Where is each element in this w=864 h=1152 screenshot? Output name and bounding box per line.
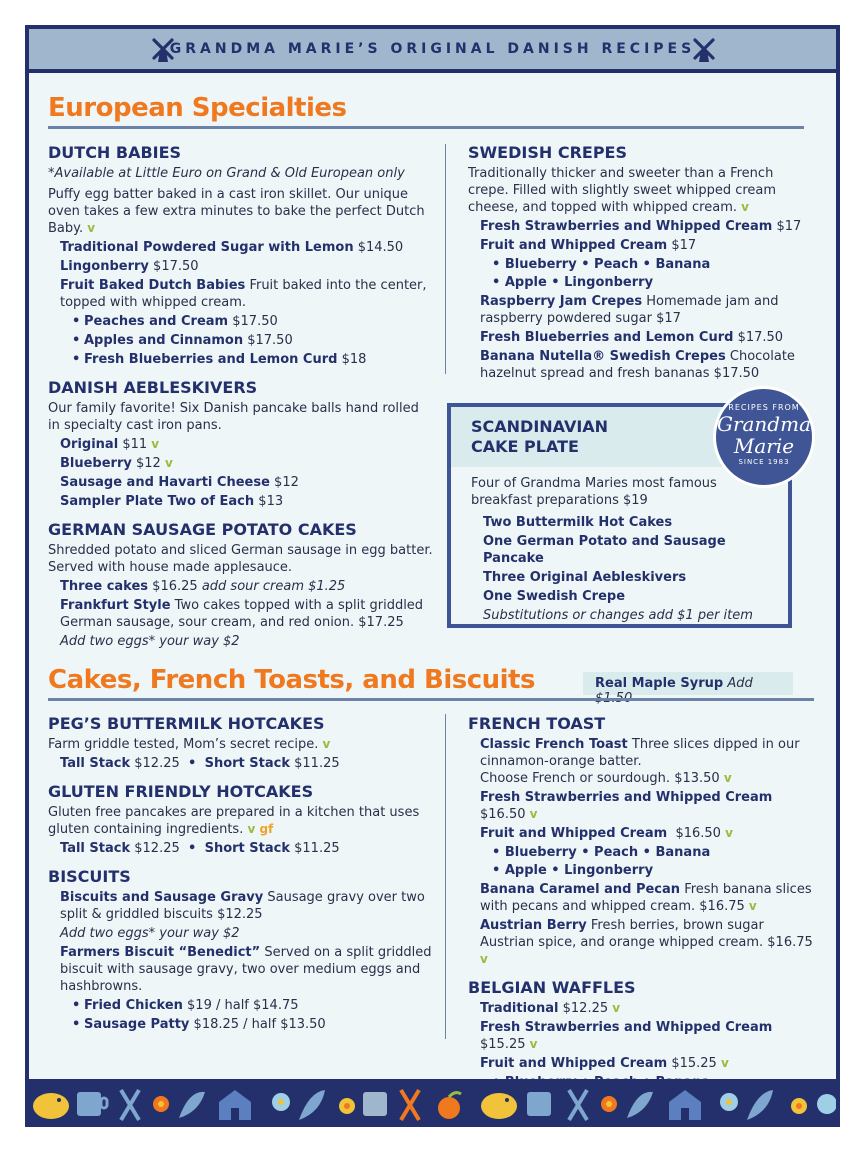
swedish-crepes-desc: [468, 165, 813, 216]
dutch-babies-desc: [48, 186, 433, 237]
desc-text: Puffy egg batter baked in a cast iron skillet. Our unique oven takes a few extra minutes to bake the perfect Dutch Baby.: [48, 187, 425, 236]
substitution-note: Substitutions or changes add $1 per item: [483, 608, 753, 623]
sub-item: [72, 351, 433, 368]
menu-item: [480, 917, 813, 968]
menu-item: [480, 237, 813, 254]
menu-item: [480, 881, 813, 915]
item-price: $17: [776, 219, 802, 234]
menu-item: [480, 293, 813, 327]
belgian-waffles-title: BELGIAN WAFFLES: [468, 978, 636, 997]
menu-item: [60, 755, 433, 772]
orange-icon: [438, 1093, 461, 1119]
fruit-options: • Apple • Lingonberry: [492, 863, 654, 878]
item-desc: Served on a split griddled biscuit with sausage gravy, two over medium eggs and hashbrowns.: [60, 945, 432, 994]
item-price: $12: [136, 456, 161, 471]
vegetarian-mark: v: [720, 1056, 729, 1070]
item-desc: Fresh berries, brown sugar Austrian spice, and orange whipped cream. $16.75: [480, 918, 813, 950]
section-title-cakes: Cakes, French Toasts, and Biscuits: [48, 665, 535, 695]
menu-item: [480, 789, 813, 823]
item-price: $19 / half $14.75: [187, 998, 299, 1013]
menu-item: [60, 277, 433, 311]
utensils-icon: [569, 1090, 587, 1120]
item-name: Fruit Baked Dutch Babies: [60, 278, 246, 293]
flower-icon: [791, 1098, 807, 1114]
top-banner: [29, 29, 836, 73]
item-price: $11.25: [294, 841, 340, 856]
item-price: $14.50: [357, 240, 404, 255]
decorative-footer: [29, 1079, 836, 1123]
item-desc: Chocolate hazelnut spread and fresh bananas $17.50: [480, 349, 795, 381]
item-name: Lingonberry: [60, 259, 149, 274]
item-price: $11: [122, 437, 148, 452]
french-toast-title: FRENCH TOAST: [468, 714, 606, 733]
gluten-hotcakes-title: GLUTEN FRIENDLY HOTCAKES: [48, 782, 314, 801]
menu-item: [480, 1055, 813, 1072]
eggs-addon: Add two eggs* your way $2: [60, 926, 240, 941]
bullet: •: [72, 314, 81, 329]
gluten-hotcakes-desc: [48, 804, 433, 838]
fruit-options: • Apple • Lingonberry: [492, 275, 654, 290]
item-desc: Fruit baked into the center, topped with whipped cream.: [60, 278, 427, 310]
vegetarian-mark: v: [87, 221, 96, 235]
item-name: Sausage and Havarti Cheese: [60, 475, 270, 490]
bird-icon: [817, 1094, 836, 1114]
item-price: $17.50: [153, 259, 199, 274]
plate-item: Two Buttermilk Hot Cakes: [483, 515, 673, 530]
menu-item: [60, 889, 433, 923]
item-name: Apples and Cinnamon: [84, 333, 244, 348]
item-name: Banana Caramel and Pecan: [480, 882, 681, 897]
section-divider: [48, 698, 814, 701]
item-name: Traditional Powdered Sugar with Lemon: [60, 240, 354, 255]
dutch-babies-note: *Available at Little Euro on Grand & Old European only: [48, 166, 405, 181]
title-line: SCANDINAVIAN: [471, 417, 609, 436]
vegetarian-mark: v: [741, 200, 749, 214]
german-cakes-desc: Shredded potato and sliced German sausage in egg batter. Served with house made applesauce.: [48, 543, 433, 575]
vegetarian-mark: v: [247, 822, 256, 836]
leaf-icon: [299, 1090, 325, 1120]
desc-text: Farm griddle tested, Mom’s secret recipe.: [48, 737, 319, 752]
vegetarian-mark: v: [725, 826, 733, 840]
badge-top-text: RECIPES FROM: [728, 403, 800, 412]
menu-item: [480, 736, 813, 787]
bird-icon: [481, 1093, 517, 1119]
item-name: Blueberry: [60, 456, 132, 471]
utensils-icon: [401, 1090, 419, 1120]
house-icon: [669, 1090, 701, 1120]
item-price: $17.50: [232, 314, 278, 329]
item-desc: Three slices dipped in our cinnamon-orange batter.: [480, 737, 800, 769]
european-right-column: [468, 143, 813, 384]
german-cakes-title: GERMAN SAUSAGE POTATO CAKES: [48, 520, 357, 539]
item-price: $16.50: [480, 807, 526, 822]
item-price: $16.50: [675, 826, 721, 841]
item-desc: Homemade jam and raspberry powdered sugar $17: [480, 294, 779, 326]
item-name: Fruit and Whipped Cream: [480, 826, 668, 841]
cakes-right-column: [468, 714, 813, 1110]
item-name: Tall Stack: [60, 756, 131, 771]
desc-text: Traditionally thicker and sweeter than a French crepe. Filled with slightly sweet whipped cream cheese, and topped with whipped cream.: [468, 166, 777, 215]
item-price: $13: [258, 494, 284, 509]
flower-icon: [272, 1093, 290, 1111]
leaf-icon: [627, 1092, 653, 1118]
badge-name: Grandma: [716, 412, 812, 436]
folk-pattern: [29, 1082, 836, 1123]
item-name: Frankfurt Style: [60, 598, 171, 613]
item-price: $17: [671, 238, 697, 253]
section-divider: [48, 126, 804, 129]
item-price: $12.25: [134, 841, 180, 856]
item-name: Sausage Patty: [84, 1017, 190, 1032]
flower-icon: [153, 1096, 169, 1112]
gluten-free-mark: gf: [259, 822, 274, 836]
cakes-left-column: [48, 714, 433, 1035]
title-line: CAKE PLATE: [471, 437, 579, 456]
bullet: •: [72, 998, 81, 1013]
plate-item: One Swedish Crepe: [483, 589, 626, 604]
sub-item: [72, 1016, 433, 1033]
menu-item: [480, 1000, 813, 1017]
flower-icon: [720, 1093, 738, 1111]
menu-item: [480, 825, 813, 842]
item-name: Classic French Toast: [480, 737, 628, 752]
plate-item: Three Original Aebleskivers: [483, 570, 687, 585]
item-name: Fresh Blueberries and Lemon Curd: [480, 330, 734, 345]
item-desc: Sausage gravy over two split & griddled biscuits $12.25: [60, 890, 425, 922]
leaf-icon: [179, 1092, 205, 1118]
item-price: $12: [274, 475, 299, 490]
item-name: Farmers Biscuit “Benedict”: [60, 945, 261, 960]
grandma-marie-badge: [713, 386, 815, 488]
menu-item: [60, 436, 433, 453]
item-name: Fresh Strawberries and Whipped Cream: [480, 790, 773, 805]
item-name: Short Stack: [204, 756, 290, 771]
vegetarian-mark: v: [529, 807, 538, 821]
bullet: •: [72, 1017, 81, 1032]
menu-item: [60, 258, 433, 275]
menu-item: [60, 474, 433, 491]
item-name: Tall Stack: [60, 841, 131, 856]
syrup-price: Add: [727, 676, 753, 691]
flower-icon: [601, 1096, 617, 1112]
item-desc: Fresh banana slices with pecans and whipped cream. $16.75: [480, 882, 812, 914]
scandinavian-desc: Four of Grandma Maries most famous breakfast preparations $19: [471, 476, 717, 508]
item-price: $17.50: [737, 330, 784, 345]
dutch-babies-title: DUTCH BABIES: [48, 143, 182, 162]
item-name: Fruit and Whipped Cream: [480, 238, 668, 253]
banner-title: GRANDMA MARIE’S ORIGINAL DANISH RECIPES: [169, 41, 696, 57]
item-price: $11.25: [294, 756, 340, 771]
bird-icon: [33, 1093, 69, 1119]
european-left-column: [48, 143, 433, 652]
vegetarian-mark: v: [322, 737, 331, 751]
fruit-options: • Blueberry • Peach • Banana: [492, 257, 711, 272]
menu-page: [25, 25, 840, 1127]
separator: •: [188, 841, 197, 856]
item-name: Raspberry Jam Crepes: [480, 294, 643, 309]
vegetarian-mark: v: [529, 1037, 538, 1051]
item-price: $15.25: [671, 1056, 717, 1071]
item-price: $18.25 / half $13.50: [193, 1017, 326, 1032]
aebleskivers-desc: Our family favorite! Six Danish pancake balls hand rolled in specialty cast iron pans.: [48, 401, 419, 433]
plate-item: One German Potato and Sausage Pancake: [483, 534, 726, 566]
item-name: Biscuits and Sausage Gravy: [60, 890, 264, 905]
menu-item: [60, 455, 433, 472]
vegetarian-mark: v: [612, 1001, 621, 1015]
badge-name: Marie: [733, 434, 795, 458]
bullet: •: [72, 333, 81, 348]
pegs-hotcakes-desc: [48, 736, 433, 753]
menu-item: [480, 218, 813, 235]
item-name: Three cakes: [60, 579, 149, 594]
menu-item: [60, 597, 433, 631]
utensils-icon: [121, 1090, 139, 1120]
item-name: Fried Chicken: [84, 998, 183, 1013]
item-price: $12.25: [134, 756, 180, 771]
mug-icon: [527, 1092, 551, 1116]
flower-icon: [339, 1098, 355, 1114]
item-price: $17.50: [247, 333, 293, 348]
item-name: Banana Nutella® Swedish Crepes: [480, 349, 726, 364]
item-name: Austrian Berry: [480, 918, 587, 933]
item-price: $18: [341, 352, 367, 367]
fruit-options: • Blueberry • Peach • Banana: [492, 845, 711, 860]
sub-item: [72, 997, 433, 1014]
item-name: Short Stack: [204, 841, 290, 856]
house-icon: [219, 1090, 251, 1120]
menu-item: [480, 1019, 813, 1053]
menu-item: [60, 493, 433, 510]
mug-icon: [363, 1092, 387, 1116]
item-addon: add sour cream $1.25: [201, 579, 346, 594]
column-divider: [445, 714, 446, 1039]
maple-syrup-addon: [583, 672, 793, 695]
mug-icon: [77, 1092, 107, 1116]
menu-item: [480, 348, 813, 382]
sub-item: [72, 332, 433, 349]
menu-item: [60, 239, 433, 256]
badge-bottom-text: SINCE 1983: [738, 458, 790, 466]
item-desc: Choose French or sourdough. $13.50: [480, 771, 720, 786]
sub-item: [72, 313, 433, 330]
item-name: Fresh Strawberries and Whipped Cream: [480, 1020, 773, 1035]
menu-item: [60, 840, 433, 857]
eggs-addon: Add two eggs* your way $2: [60, 634, 240, 649]
vegetarian-mark: v: [164, 456, 173, 470]
item-desc: Two cakes topped with a split griddled German sausage, sour cream, and red onion. $17.25: [60, 598, 424, 630]
item-name: Sampler Plate Two of Each: [60, 494, 255, 509]
vegetarian-mark: v: [480, 952, 488, 966]
item-name: Fresh Blueberries and Lemon Curd: [84, 352, 338, 367]
menu-item: [480, 329, 813, 346]
vegetarian-mark: v: [723, 771, 732, 785]
item-name: Original: [60, 437, 119, 452]
menu-item: [60, 578, 433, 595]
syrup-label: Real Maple Syrup: [595, 676, 724, 691]
menu-item: [60, 944, 433, 995]
column-divider: [445, 144, 446, 374]
vegetarian-mark: v: [151, 437, 160, 451]
item-name: Traditional: [480, 1001, 559, 1016]
leaf-icon: [747, 1090, 773, 1120]
aebleskivers-title: DANISH AEBLESKIVERS: [48, 378, 258, 397]
item-price: $15.25: [480, 1037, 526, 1052]
item-price: $16.25: [152, 579, 198, 594]
windmill-icon: [690, 36, 718, 64]
item-price: $12.25: [562, 1001, 609, 1016]
bullet: •: [72, 352, 81, 367]
pegs-hotcakes-title: PEG’S BUTTERMILK HOTCAKES: [48, 714, 325, 733]
desc-text: Gluten free pancakes are prepared in a kitchen that uses gluten containing ingredients.: [48, 805, 420, 837]
item-name: Fruit and Whipped Cream: [480, 1056, 668, 1071]
item-name: Peaches and Cream: [84, 314, 229, 329]
vegetarian-mark: v: [748, 899, 757, 913]
separator: •: [188, 756, 197, 771]
section-title-european: European Specialties: [48, 93, 347, 123]
swedish-crepes-title: SWEDISH CREPES: [468, 143, 627, 162]
scandinavian-body: [451, 467, 788, 624]
biscuits-title: BISCUITS: [48, 867, 131, 886]
item-name: Fresh Strawberries and Whipped Cream: [480, 219, 773, 234]
